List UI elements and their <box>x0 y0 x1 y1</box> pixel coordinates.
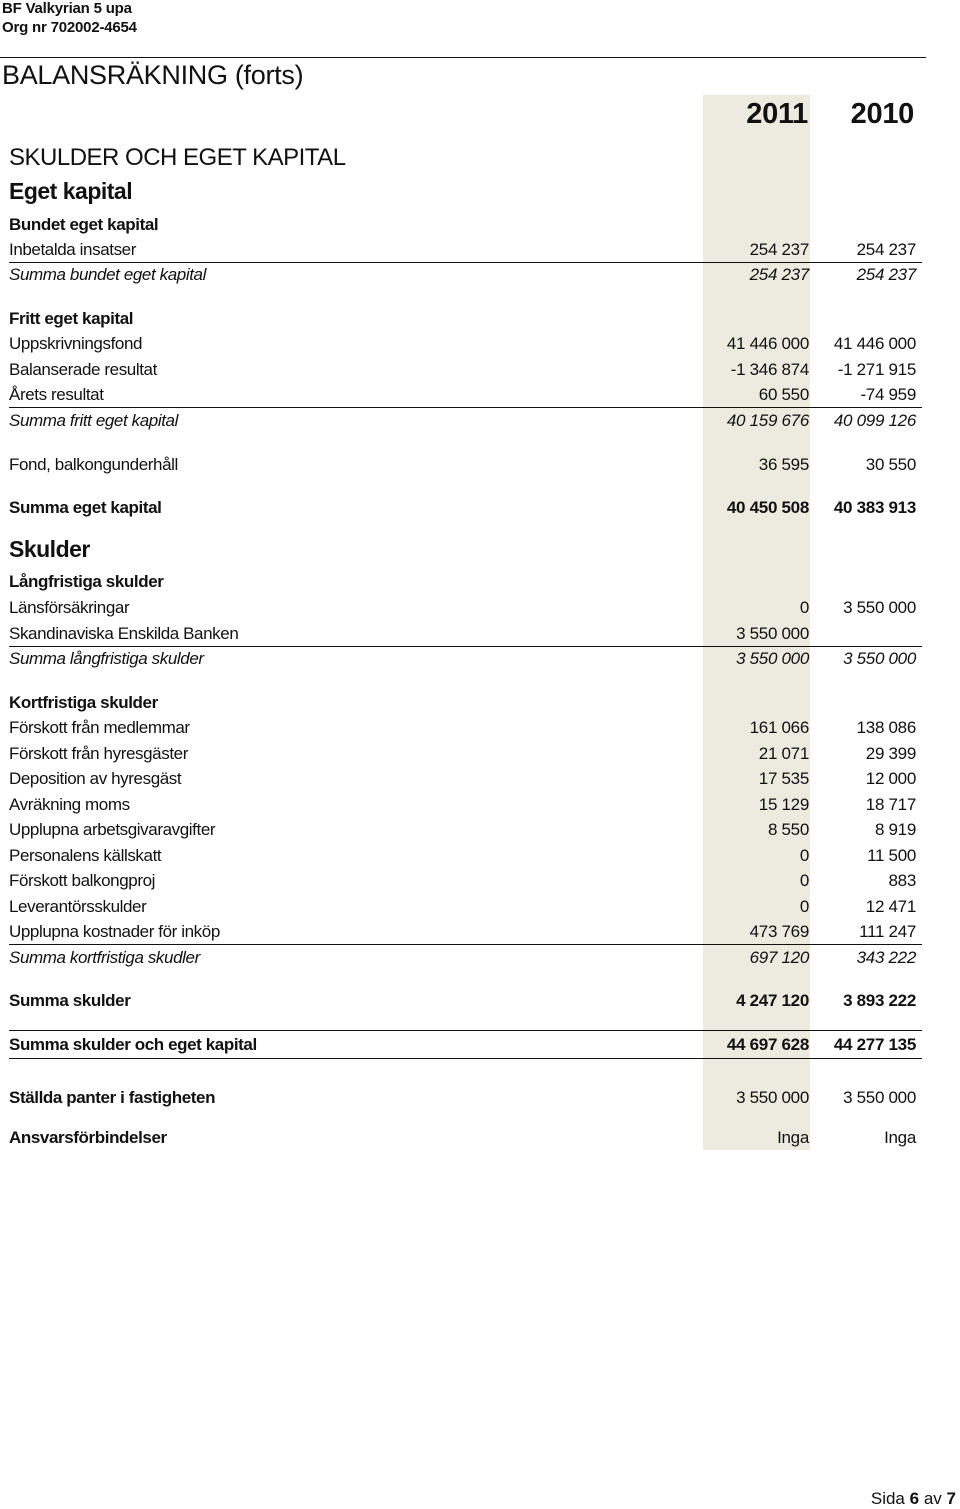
value-2011: 60 550 <box>758 385 809 404</box>
header-divider <box>0 57 926 58</box>
value-2011: 3 550 000 <box>736 1088 809 1107</box>
row-label: Kortfristiga skulder <box>9 693 158 712</box>
organization-number: Org nr 702002-4654 <box>2 19 137 36</box>
value-2010: -74 959 <box>860 385 916 404</box>
pledged-assets-row <box>9 1087 919 1111</box>
row-label: Balanserade resultat <box>9 360 157 379</box>
subsection-heading <box>9 308 919 332</box>
subtotal-row <box>9 410 919 434</box>
row-label: Länsförsäkringar <box>9 598 130 617</box>
page-prefix: Sida <box>870 1489 905 1508</box>
subtotal-rule <box>9 646 922 647</box>
value-2011: 15 129 <box>758 795 809 814</box>
row-label: Deposition av hyresgäst <box>9 769 182 788</box>
value-2011: 21 071 <box>758 744 809 763</box>
table-row <box>9 819 919 843</box>
value-2010: 3 550 000 <box>843 1088 916 1107</box>
year-header-previous: 2010 <box>850 98 914 130</box>
subtotal-row <box>9 264 919 288</box>
subsection-heading <box>9 692 919 716</box>
value-2010: 40 383 913 <box>833 498 916 517</box>
row-label: Leverantörsskulder <box>9 897 147 916</box>
row-label: Förskott från hyresgäster <box>9 744 188 763</box>
value-2011: 161 066 <box>749 718 809 737</box>
row-label: Avräkning moms <box>9 795 130 814</box>
table-row <box>9 623 919 647</box>
row-label: Förskott från medlemmar <box>9 718 190 737</box>
value-2011: 40 450 508 <box>726 498 809 517</box>
table-row <box>9 743 919 767</box>
row-label: Summa skulder och eget kapital <box>9 1035 257 1054</box>
table-row <box>9 597 919 621</box>
value-2010: 41 446 000 <box>833 334 916 353</box>
value-2010: 8 919 <box>874 820 916 839</box>
row-label: Skulder <box>9 536 90 562</box>
row-label: Inbetalda insatser <box>9 240 136 259</box>
value-2010: 883 <box>888 871 916 890</box>
value-2010: 11 500 <box>867 846 916 865</box>
page-separator: av <box>923 1489 942 1508</box>
contingent-liabilities-row <box>9 1127 919 1151</box>
subtotal-rule <box>9 407 922 408</box>
value-2011: 36 595 <box>758 455 809 474</box>
value-2010: 3 893 222 <box>843 991 916 1010</box>
row-label: Summa bundet eget kapital <box>9 265 206 284</box>
page-number <box>871 1489 956 1509</box>
table-row <box>9 454 919 478</box>
page-title: BALANSRÄKNING (forts) <box>2 60 304 90</box>
value-2010: -1 271 915 <box>837 360 916 379</box>
total-row <box>9 497 919 521</box>
table-row <box>9 239 919 263</box>
current-page: 6 <box>909 1489 920 1508</box>
row-label: Eget kapital <box>9 178 133 204</box>
value-2011: 40 159 676 <box>726 411 809 430</box>
value-2011: 254 237 <box>749 265 809 284</box>
section-heading <box>9 178 919 208</box>
total-row <box>9 990 919 1014</box>
subtotal-rule <box>9 262 922 263</box>
row-label: Summa eget kapital <box>9 498 162 517</box>
year-header-current: 2011 <box>746 98 808 130</box>
value-2010: 138 086 <box>856 718 916 737</box>
value-2010: Inga <box>884 1128 916 1147</box>
value-2010: 254 237 <box>856 265 916 284</box>
subtotal-row <box>9 947 919 971</box>
value-2010: 44 277 135 <box>833 1035 916 1054</box>
subsection-heading <box>9 214 919 238</box>
table-row <box>9 333 919 357</box>
value-2011: 3 550 000 <box>736 624 809 643</box>
grand-total-row <box>9 1034 919 1058</box>
row-label: Långfristiga skulder <box>9 572 164 591</box>
value-2011: 0 <box>799 871 809 890</box>
value-2010: 30 550 <box>865 455 916 474</box>
table-row <box>9 794 919 818</box>
table-row <box>9 870 919 894</box>
row-label: Fritt eget kapital <box>9 309 134 328</box>
value-2010: 254 237 <box>856 240 916 259</box>
section-heading <box>9 536 919 566</box>
value-2010: 29 399 <box>865 744 916 763</box>
row-label: Upplupna kostnader för inköp <box>9 922 220 941</box>
value-2010: 3 550 000 <box>843 649 916 668</box>
value-2011: 254 237 <box>749 240 809 259</box>
value-2011: 8 550 <box>767 820 809 839</box>
section-heading <box>9 144 919 175</box>
row-label: Årets resultat <box>9 385 104 404</box>
row-label: Upplupna arbetsgivaravgifter <box>9 820 216 839</box>
value-2011: 4 247 120 <box>736 991 809 1010</box>
table-row <box>9 921 919 945</box>
value-2011: 697 120 <box>749 948 809 967</box>
row-label: Fond, balkongunderhåll <box>9 455 178 474</box>
value-2010: 12 471 <box>865 897 916 916</box>
grand-total-rule-bottom <box>9 1058 922 1059</box>
row-label: Ställda panter i fastigheten <box>9 1088 216 1107</box>
total-pages: 7 <box>946 1489 956 1508</box>
value-2011: 0 <box>799 897 809 916</box>
organization-name: BF Valkyrian 5 upa <box>2 0 132 17</box>
grand-total-rule-top <box>9 1030 922 1031</box>
row-label: Summa kortfristiga skudler <box>9 948 200 967</box>
value-2011: 0 <box>799 598 809 617</box>
value-2011: 473 769 <box>749 922 809 941</box>
table-row <box>9 768 919 792</box>
subtotal-row <box>9 648 919 672</box>
table-row <box>9 896 919 920</box>
value-2011: Inga <box>777 1128 809 1147</box>
row-label: Summa långfristiga skulder <box>9 649 204 668</box>
value-2011: 0 <box>799 846 809 865</box>
row-label: Uppskrivningsfond <box>9 334 143 353</box>
table-row <box>9 845 919 869</box>
subsection-heading <box>9 571 919 595</box>
value-2011: -1 346 874 <box>730 360 809 379</box>
value-2010: 3 550 000 <box>843 598 916 617</box>
row-label: Bundet eget kapital <box>9 215 159 234</box>
row-label: Summa fritt eget kapital <box>9 411 178 430</box>
subtotal-rule <box>9 944 922 945</box>
row-label: Skandinaviska Enskilda Banken <box>9 624 239 643</box>
row-label: Personalens källskatt <box>9 846 162 865</box>
table-row <box>9 384 919 408</box>
row-label: SKULDER OCH EGET KAPITAL <box>9 144 346 171</box>
table-row <box>9 717 919 741</box>
value-2010: 40 099 126 <box>833 411 916 430</box>
value-2011: 41 446 000 <box>726 334 809 353</box>
row-label: Ansvarsförbindelser <box>9 1128 167 1147</box>
value-2011: 17 535 <box>758 769 809 788</box>
value-2010: 12 000 <box>865 769 916 788</box>
value-2011: 44 697 628 <box>726 1035 809 1054</box>
value-2011: 3 550 000 <box>736 649 809 668</box>
value-2010: 18 717 <box>865 795 916 814</box>
row-label: Förskott balkongproj <box>9 871 156 890</box>
table-row <box>9 359 919 383</box>
row-label: Summa skulder <box>9 991 131 1010</box>
value-2010: 343 222 <box>856 948 916 967</box>
value-2010: 111 247 <box>859 922 916 941</box>
